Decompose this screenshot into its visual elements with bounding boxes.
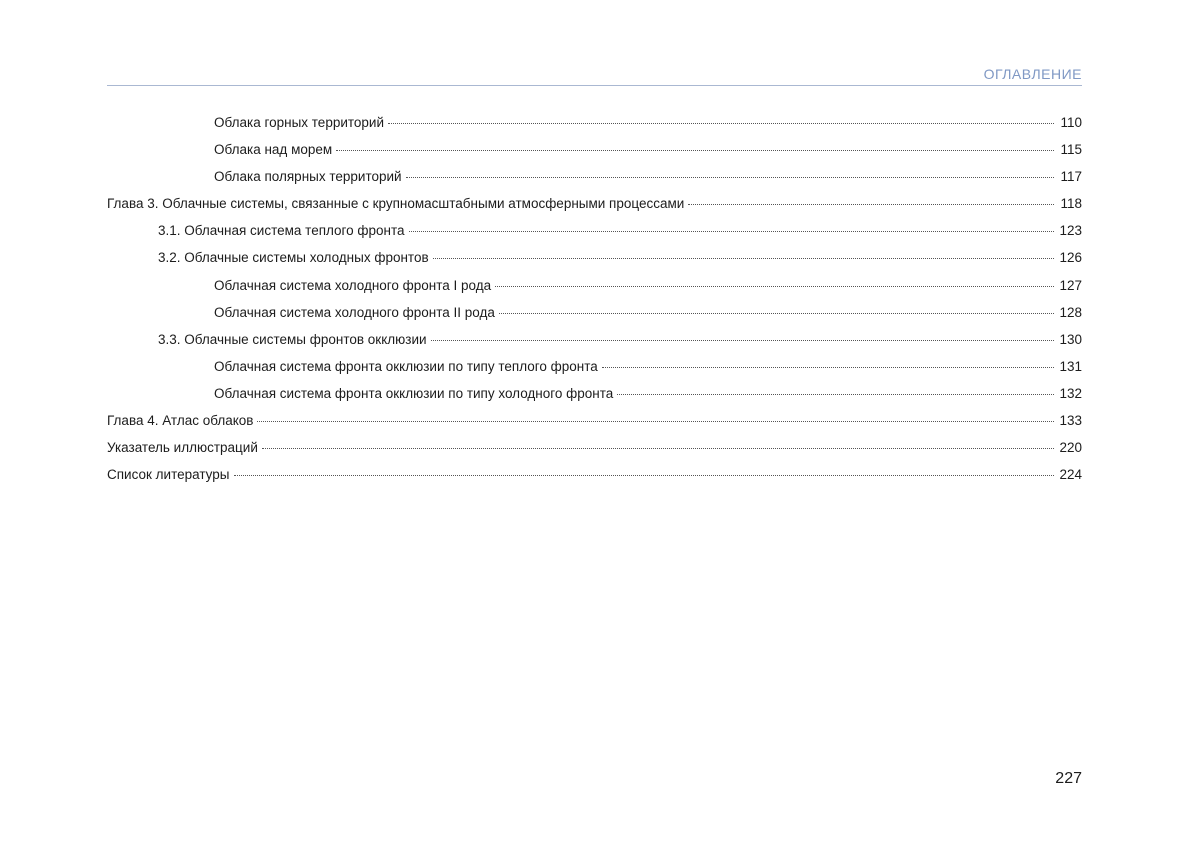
toc-entry-title: Облачная система фронта окклюзии по типу теплого фронта	[214, 358, 598, 374]
toc-entry-title: 3.1. Облачная система теплого фронта	[158, 223, 405, 239]
toc-entry-title: Облачная система холодного фронта I рода	[214, 277, 492, 293]
toc-entry-title: Указатель иллюстраций	[107, 440, 258, 456]
toc-entry	[107, 299, 1082, 326]
toc-entry-title: 3.3. Облачные системы фронтов окклюзии	[158, 331, 427, 347]
toc-entry	[107, 217, 1082, 244]
toc-entry	[107, 407, 1082, 434]
header-rule	[107, 85, 1082, 86]
toc-dot-leader	[406, 177, 1054, 178]
toc-dot-leader	[495, 286, 1054, 287]
toc-entry-page: 123	[1059, 223, 1082, 239]
toc-entry	[107, 244, 1082, 271]
toc-entry-title: Облака горных территорий	[214, 115, 385, 130]
page-number: 227	[1055, 770, 1082, 787]
toc-entry	[107, 326, 1082, 353]
toc-entry-page: 127	[1059, 277, 1082, 293]
toc-entry-title: Глава 4. Атлас облаков	[107, 413, 254, 429]
toc-entry-title: Облачная система холодного фронта II рода	[214, 304, 495, 320]
toc-entry	[107, 163, 1082, 190]
toc-dot-leader	[336, 150, 1054, 151]
toc-entry-title: 3.2. Облачные системы холодных фронтов	[158, 250, 429, 266]
toc-dot-leader	[388, 123, 1054, 124]
toc-entry-page: 131	[1059, 358, 1082, 374]
toc-entry-page: 110	[1060, 115, 1082, 130]
toc-entry	[107, 380, 1082, 407]
toc-entry-page: 115	[1060, 142, 1082, 158]
toc-dot-leader	[262, 448, 1054, 449]
toc-dot-leader	[433, 258, 1054, 259]
toc-entry-title: Облака полярных территорий	[214, 169, 402, 185]
toc-entry	[107, 434, 1082, 461]
toc-entry-page: 220	[1059, 440, 1082, 456]
toc-dot-leader	[688, 204, 1054, 205]
toc-entry-title: Облака над морем	[214, 142, 333, 158]
toc-dot-leader	[257, 421, 1054, 422]
toc-entry	[107, 136, 1082, 163]
toc-entry	[107, 353, 1082, 380]
toc-entry-page: 132	[1059, 385, 1082, 401]
toc-entry-page: 128	[1059, 304, 1082, 320]
toc-entry	[107, 272, 1082, 299]
toc-entry-title: Глава 3. Облачные системы, связанные с крупномасштабными атмосферными процессами	[107, 196, 685, 212]
toc-dot-leader	[617, 394, 1054, 395]
toc-entry	[107, 461, 1082, 488]
running-header: ОГЛАВЛЕНИЕ	[983, 66, 1082, 82]
toc-dot-leader	[602, 367, 1054, 368]
toc-entry-page: 133	[1059, 413, 1082, 429]
toc-entry-title: Список литературы	[107, 467, 230, 483]
toc-entry	[107, 109, 1082, 136]
toc-entry	[107, 190, 1082, 217]
toc-entry-page: 130	[1059, 331, 1082, 347]
toc-dot-leader	[431, 340, 1054, 341]
toc-dot-leader	[409, 231, 1054, 232]
table-of-contents	[107, 109, 1082, 488]
toc-entry-title: Облачная система фронта окклюзии по типу холодного фронта	[214, 385, 614, 401]
toc-entry-page: 224	[1059, 467, 1082, 483]
toc-entry-page: 118	[1060, 196, 1082, 212]
toc-entry-page: 126	[1059, 250, 1082, 266]
toc-dot-leader	[499, 313, 1054, 314]
toc-dot-leader	[234, 475, 1055, 476]
toc-entry-page: 117	[1060, 169, 1082, 185]
